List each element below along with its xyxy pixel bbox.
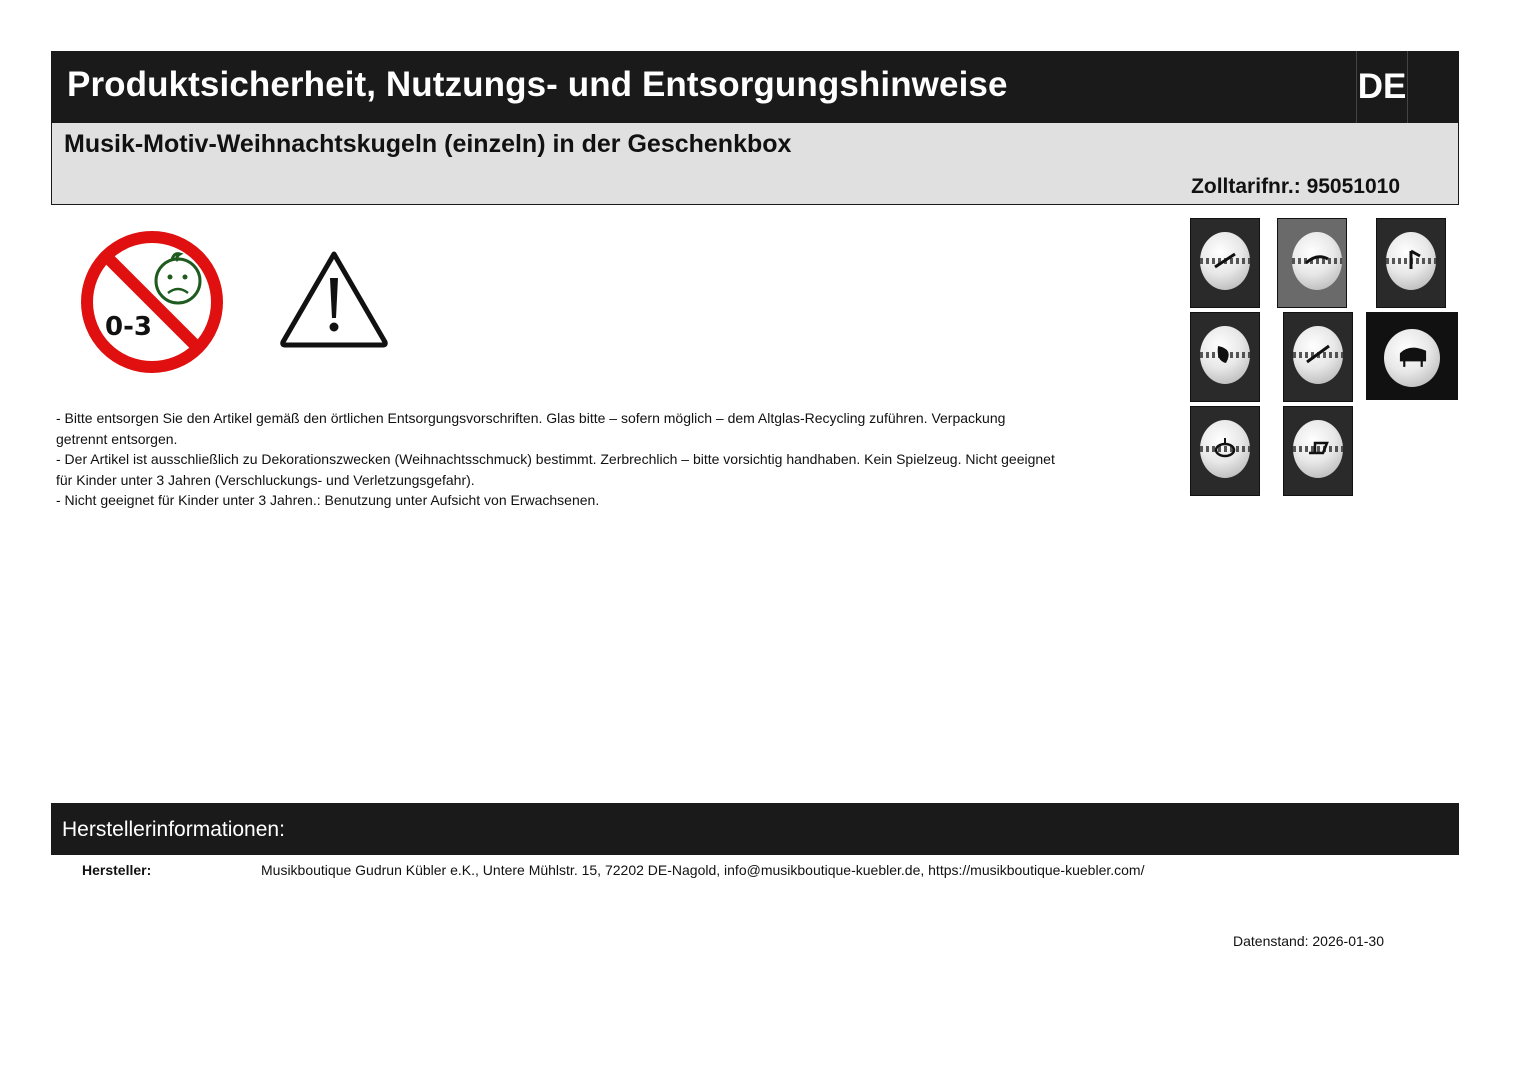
manufacturer-section-title: Herstellerinformationen: bbox=[62, 818, 285, 841]
product-thumbnail[interactable] bbox=[1190, 406, 1260, 496]
manufacturer-details: Musikboutique Gudrun Kübler e.K., Untere Mühlstr. 15, 72202 DE-Nagold, info@musikboutique-kuebler.de, https://musikboutique-kuebler.com/ bbox=[261, 862, 1145, 878]
product-image-gallery bbox=[1190, 218, 1460, 498]
header-bar bbox=[51, 51, 1459, 123]
data-date: Datenstand: 2026-01-30 bbox=[1233, 933, 1384, 949]
language-code: DE bbox=[1356, 51, 1408, 123]
product-thumbnail[interactable] bbox=[1376, 218, 1446, 308]
product-bar bbox=[51, 123, 1459, 205]
note-disposal: - Bitte entsorgen Sie den Artikel gemäß den örtlichen Entsorgungsvorschriften. Glas bitte – sofern möglich – dem Altglas-Recycling zuführen. Verpackung getrennt entsorgen. bbox=[56, 410, 1006, 447]
note-supervision: - Nicht geeignet für Kinder unter 3 Jahren.: Benutzung unter Aufsicht von Erwachsenen. bbox=[56, 492, 600, 508]
product-thumbnail[interactable] bbox=[1283, 312, 1353, 402]
product-thumbnail[interactable] bbox=[1190, 312, 1260, 402]
age-range-text: 0-3 bbox=[105, 312, 152, 342]
manufacturer-header bbox=[51, 803, 1459, 855]
product-thumbnail[interactable] bbox=[1366, 312, 1458, 400]
product-name: Musik-Motiv-Weihnachtskugeln (einzeln) in der Geschenkbox bbox=[64, 130, 792, 158]
product-thumbnail[interactable] bbox=[1283, 406, 1353, 496]
page-title: Produktsicherheit, Nutzungs- und Entsorgungshinweise bbox=[67, 65, 1008, 104]
product-thumbnail[interactable] bbox=[1190, 218, 1260, 308]
manufacturer-label: Hersteller: bbox=[82, 862, 152, 878]
safety-notes bbox=[56, 408, 1056, 511]
warning-triangle-icon bbox=[277, 248, 391, 350]
product-thumbnail[interactable] bbox=[1277, 218, 1347, 308]
no-children-under-3-icon bbox=[79, 229, 225, 375]
tariff-number: Zolltarifnr.: 95051010 bbox=[1191, 175, 1400, 198]
note-usage: - Der Artikel ist ausschließlich zu Dekorationszwecken (Weihnachtsschmuck) bestimmt. Zerbrechlich – bitte vorsichtig handhaben. Kein Spielzeug. Nicht geeignet für Kinder unter 3 Jahren (Verschluckungs- und Verletzungsgefahr). bbox=[56, 451, 1055, 488]
